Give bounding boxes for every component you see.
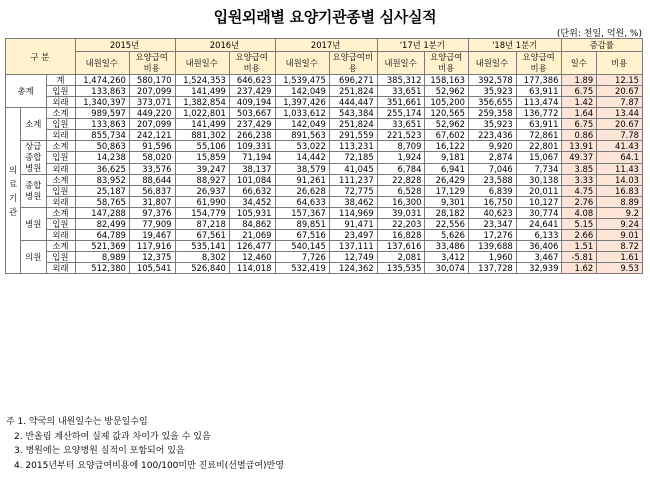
- value-cell: 16,122: [425, 141, 468, 152]
- period-header: 2017년: [275, 39, 377, 52]
- value-cell: 1,033,612: [275, 108, 329, 119]
- value-cell: 444,447: [329, 97, 377, 108]
- value-cell: 67,561: [175, 230, 229, 241]
- group-label: 의원: [21, 241, 47, 274]
- value-cell: 33,651: [377, 119, 425, 130]
- value-cell: 113,474: [516, 97, 562, 108]
- value-cell: 31,807: [129, 197, 175, 208]
- value-cell: 111,237: [329, 175, 377, 186]
- value-cell: 30,138: [516, 175, 562, 186]
- table-row: [6, 75, 643, 86]
- value-cell: 696,271: [329, 75, 377, 86]
- table-row: [6, 197, 643, 208]
- value-cell: 147,288: [75, 208, 129, 219]
- value-cell: 141,499: [175, 119, 229, 130]
- value-cell: 113,231: [329, 141, 377, 152]
- rate-cell: -5.81: [562, 252, 597, 263]
- row-type-label: 소계: [47, 141, 75, 152]
- value-cell: 40,623: [468, 208, 516, 219]
- value-cell: 52,962: [425, 119, 468, 130]
- table-row: [6, 175, 643, 186]
- value-cell: 3,412: [425, 252, 468, 263]
- table-row: [6, 241, 643, 252]
- value-cell: 12,375: [129, 252, 175, 263]
- rate-cell: 9.01: [597, 230, 643, 241]
- value-cell: 114,018: [229, 263, 275, 274]
- value-cell: 16,750: [468, 197, 516, 208]
- footnotes: [6, 415, 284, 473]
- rate-cell: 4.08: [562, 208, 597, 219]
- value-cell: 512,380: [75, 263, 129, 274]
- value-cell: 14,442: [275, 152, 329, 163]
- period-header: 2015년: [75, 39, 175, 52]
- rate-cell: 2.76: [562, 197, 597, 208]
- value-cell: 91,471: [329, 219, 377, 230]
- period-header: 2016년: [175, 39, 275, 52]
- value-cell: 154,779: [175, 208, 229, 219]
- value-cell: 9,181: [425, 152, 468, 163]
- value-cell: 136,772: [516, 108, 562, 119]
- row-type-label: 입원: [47, 219, 75, 230]
- rate-cell: 49.37: [562, 152, 597, 163]
- value-cell: 89,851: [275, 219, 329, 230]
- row-type-label: 외래: [47, 163, 75, 174]
- value-cell: 38,579: [275, 163, 329, 174]
- value-cell: 26,628: [275, 186, 329, 197]
- visit-days-header: 내원일수: [377, 52, 425, 75]
- rate-cell: 1.64: [562, 108, 597, 119]
- header-row-periods: [6, 39, 643, 52]
- value-cell: 33,486: [425, 241, 468, 252]
- value-cell: 20,011: [516, 186, 562, 197]
- value-cell: 855,734: [75, 130, 129, 141]
- footnote: 4. 2015년부터 요양급여비용에 100/100미만 진료비(선별급여)반영: [14, 460, 284, 471]
- value-cell: 373,071: [129, 97, 175, 108]
- rate-cell: 11.43: [597, 163, 643, 174]
- value-cell: 135,535: [377, 263, 425, 274]
- value-cell: 55,106: [175, 141, 229, 152]
- value-cell: 7,726: [275, 252, 329, 263]
- value-cell: 91,261: [275, 175, 329, 186]
- rate-header: 증감률: [562, 39, 643, 52]
- value-cell: 543,384: [329, 108, 377, 119]
- row-type-label: 외래: [47, 197, 75, 208]
- value-cell: 22,556: [425, 219, 468, 230]
- value-cell: 35,923: [468, 119, 516, 130]
- value-cell: 97,376: [129, 208, 175, 219]
- rate-days-header: 일수: [562, 52, 597, 75]
- value-cell: 8,989: [75, 252, 129, 263]
- value-cell: 77,909: [129, 219, 175, 230]
- value-cell: 9,301: [425, 197, 468, 208]
- value-cell: 133,863: [75, 86, 129, 97]
- value-cell: 50,863: [75, 141, 129, 152]
- rate-cell: 0.86: [562, 130, 597, 141]
- row-type-label: 외래: [47, 230, 75, 241]
- value-cell: 52,962: [425, 86, 468, 97]
- value-cell: 126,477: [229, 241, 275, 252]
- value-cell: 38,137: [229, 163, 275, 174]
- rate-cell: 41.43: [597, 141, 643, 152]
- value-cell: 72,861: [516, 130, 562, 141]
- value-cell: 2,874: [468, 152, 516, 163]
- value-cell: 33,576: [129, 163, 175, 174]
- value-cell: 255,174: [377, 108, 425, 119]
- value-cell: 26,429: [425, 175, 468, 186]
- value-cell: 141,499: [175, 86, 229, 97]
- rate-cell: 13.91: [562, 141, 597, 152]
- value-cell: 989,597: [75, 108, 129, 119]
- value-cell: 72,185: [329, 152, 377, 163]
- value-cell: 34,452: [229, 197, 275, 208]
- value-cell: 17,276: [468, 230, 516, 241]
- value-cell: 259,358: [468, 108, 516, 119]
- value-cell: 1,924: [377, 152, 425, 163]
- rate-cell: 4.75: [562, 186, 597, 197]
- rate-cell: 2.66: [562, 230, 597, 241]
- table-row: [6, 108, 643, 119]
- value-cell: 1,340,397: [75, 97, 129, 108]
- value-cell: 16,300: [377, 197, 425, 208]
- value-cell: 521,369: [75, 241, 129, 252]
- period-header: '18년 1분기: [468, 39, 561, 52]
- statistics-table: [5, 38, 643, 274]
- table-row: [6, 163, 643, 174]
- row-type-label: 입원: [47, 186, 75, 197]
- row-type-label: 입원: [47, 252, 75, 263]
- value-cell: 207,099: [129, 86, 175, 97]
- value-cell: 133,863: [75, 119, 129, 130]
- value-cell: 24,641: [516, 219, 562, 230]
- rate-cell: 8.89: [597, 197, 643, 208]
- value-cell: 71,194: [229, 152, 275, 163]
- row-type-label: 외래: [47, 263, 75, 274]
- value-cell: 207,099: [129, 119, 175, 130]
- table-row: [6, 252, 643, 263]
- rate-cell: 1.62: [562, 263, 597, 274]
- value-cell: 35,923: [468, 86, 516, 97]
- table-row: [6, 152, 643, 163]
- value-cell: 6,528: [377, 186, 425, 197]
- value-cell: 84,862: [229, 219, 275, 230]
- rate-cell: 20.67: [597, 119, 643, 130]
- value-cell: 63,911: [516, 119, 562, 130]
- value-cell: 109,331: [229, 141, 275, 152]
- group-label: 총계: [6, 75, 47, 108]
- value-cell: 101,084: [229, 175, 275, 186]
- visit-days-header: 내원일수: [175, 52, 229, 75]
- value-cell: 58,765: [75, 197, 129, 208]
- value-cell: 14,238: [75, 152, 129, 163]
- value-cell: 526,840: [175, 263, 229, 274]
- benefit-cost-header: 요양급여비용: [425, 52, 468, 75]
- rate-cell: 6.75: [562, 86, 597, 97]
- table-row: [6, 141, 643, 152]
- value-cell: 1,960: [468, 252, 516, 263]
- value-cell: 142,049: [275, 86, 329, 97]
- rate-cell: 8.72: [597, 241, 643, 252]
- rate-cell: 7.78: [597, 130, 643, 141]
- rate-cell: 13.44: [597, 108, 643, 119]
- value-cell: 30,074: [425, 263, 468, 274]
- value-cell: 237,429: [229, 86, 275, 97]
- institution-label: [6, 108, 21, 274]
- rate-cell: 9.24: [597, 219, 643, 230]
- period-header: '17년 1분기: [377, 39, 468, 52]
- value-cell: 881,302: [175, 130, 229, 141]
- value-cell: 221,523: [377, 130, 425, 141]
- value-cell: 33,651: [377, 86, 425, 97]
- value-cell: 6,784: [377, 163, 425, 174]
- value-cell: 17,129: [425, 186, 468, 197]
- value-cell: 9,920: [468, 141, 516, 152]
- value-cell: 2,081: [377, 252, 425, 263]
- value-cell: 67,516: [275, 230, 329, 241]
- value-cell: 158,163: [425, 75, 468, 86]
- value-cell: 114,969: [329, 208, 377, 219]
- value-cell: 63,911: [516, 86, 562, 97]
- rate-cell: 16.83: [597, 186, 643, 197]
- value-cell: 124,362: [329, 263, 377, 274]
- group-label: 소계: [21, 108, 47, 141]
- value-cell: 39,031: [377, 208, 425, 219]
- value-cell: 223,436: [468, 130, 516, 141]
- rate-cell: 9.2: [597, 208, 643, 219]
- table-row: [6, 97, 643, 108]
- value-cell: 105,931: [229, 208, 275, 219]
- value-cell: 580,170: [129, 75, 175, 86]
- row-type-label: 계: [47, 75, 75, 86]
- value-cell: 82,499: [75, 219, 129, 230]
- rate-cell: 14.03: [597, 175, 643, 186]
- value-cell: 36,406: [516, 241, 562, 252]
- row-type-label: 소계: [47, 108, 75, 119]
- value-cell: 6,133: [516, 230, 562, 241]
- row-type-label: 소계: [47, 175, 75, 186]
- benefit-cost-header: 요양급여비용: [516, 52, 562, 75]
- value-cell: 38,462: [329, 197, 377, 208]
- value-cell: 385,312: [377, 75, 425, 86]
- value-cell: 1,022,801: [175, 108, 229, 119]
- row-type-label: 입원: [47, 152, 75, 163]
- value-cell: 12,749: [329, 252, 377, 263]
- value-cell: 356,655: [468, 97, 516, 108]
- table-body: [6, 39, 643, 274]
- report-title: 입원외래별 요양기관종별 심사실적: [213, 8, 437, 26]
- value-cell: 6,839: [468, 186, 516, 197]
- table-row: [6, 86, 643, 97]
- value-cell: 88,644: [129, 175, 175, 186]
- footnote: 2. 반올림 계산하여 실제 값과 차이가 있을 수 있음: [14, 431, 211, 442]
- rate-cell: 1.42: [562, 97, 597, 108]
- value-cell: 15,859: [175, 152, 229, 163]
- table-row: [6, 119, 643, 130]
- value-cell: 64,633: [275, 197, 329, 208]
- rate-cell: 3.33: [562, 175, 597, 186]
- value-cell: 7,046: [468, 163, 516, 174]
- table-row: [6, 186, 643, 197]
- value-cell: 646,623: [229, 75, 275, 86]
- value-cell: 532,419: [275, 263, 329, 274]
- value-cell: 535,141: [175, 241, 229, 252]
- value-cell: 36,625: [75, 163, 129, 174]
- institution-label-text: 의료기관: [9, 164, 18, 217]
- value-cell: 41,045: [329, 163, 377, 174]
- value-cell: 3,467: [516, 252, 562, 263]
- rate-cell: 3.85: [562, 163, 597, 174]
- unit-note: (단위: 천일, 억원, %): [556, 29, 642, 39]
- footnote: 주 1. 약국의 내원일수는 방문일수임: [6, 417, 148, 427]
- value-cell: 10,127: [516, 197, 562, 208]
- value-cell: 1,397,426: [275, 97, 329, 108]
- visit-days-header: 내원일수: [468, 52, 516, 75]
- value-cell: 23,497: [329, 230, 377, 241]
- value-cell: 142,049: [275, 119, 329, 130]
- value-cell: 87,218: [175, 219, 229, 230]
- rate-cell: 6.75: [562, 119, 597, 130]
- value-cell: 32,939: [516, 263, 562, 274]
- rate-cell: 9.53: [597, 263, 643, 274]
- value-cell: 891,563: [275, 130, 329, 141]
- value-cell: 266,238: [229, 130, 275, 141]
- value-cell: 1,539,475: [275, 75, 329, 86]
- table-row: [6, 130, 643, 141]
- row-type-label: 입원: [47, 86, 75, 97]
- row-type-label: 외래: [47, 130, 75, 141]
- value-cell: 22,828: [377, 175, 425, 186]
- rate-cell: 1.61: [597, 252, 643, 263]
- value-cell: 1,382,854: [175, 97, 229, 108]
- value-cell: 91,596: [129, 141, 175, 152]
- value-cell: 351,661: [377, 97, 425, 108]
- table-row: [6, 219, 643, 230]
- value-cell: 72,775: [329, 186, 377, 197]
- value-cell: 66,632: [229, 186, 275, 197]
- value-cell: 53,022: [275, 141, 329, 152]
- value-cell: 242,121: [129, 130, 175, 141]
- value-cell: 139,688: [468, 241, 516, 252]
- benefit-cost-header: 요양급여비용: [129, 52, 175, 75]
- visit-days-header: 내원일수: [275, 52, 329, 75]
- value-cell: 56,837: [129, 186, 175, 197]
- value-cell: 291,559: [329, 130, 377, 141]
- row-type-label: 소계: [47, 208, 75, 219]
- value-cell: 67,602: [425, 130, 468, 141]
- value-cell: 19,467: [129, 230, 175, 241]
- value-cell: 1,524,353: [175, 75, 229, 86]
- value-cell: 251,824: [329, 86, 377, 97]
- value-cell: 137,111: [329, 241, 377, 252]
- value-cell: 120,565: [425, 108, 468, 119]
- rate-cell: 1.51: [562, 241, 597, 252]
- value-cell: 251,824: [329, 119, 377, 130]
- visit-days-header: 내원일수: [75, 52, 129, 75]
- value-cell: 449,220: [129, 108, 175, 119]
- value-cell: 26,937: [175, 186, 229, 197]
- value-cell: 21,069: [229, 230, 275, 241]
- group-label: 종합병원: [21, 175, 47, 208]
- value-cell: 25,187: [75, 186, 129, 197]
- value-cell: 409,194: [229, 97, 275, 108]
- value-cell: 16,828: [377, 230, 425, 241]
- rate-cost-header: 비용: [597, 52, 643, 75]
- row-type-label: 외래: [47, 97, 75, 108]
- value-cell: 88,927: [175, 175, 229, 186]
- value-cell: 8,302: [175, 252, 229, 263]
- value-cell: 22,203: [377, 219, 425, 230]
- value-cell: 137,728: [468, 263, 516, 274]
- value-cell: 177,386: [516, 75, 562, 86]
- value-cell: 157,367: [275, 208, 329, 219]
- table-row: [6, 263, 643, 274]
- benefit-cost-header: 요양급여비용: [329, 52, 377, 75]
- value-cell: 83,952: [75, 175, 129, 186]
- footnote: 3. 병원에는 요양병원 실적이 포함되어 있음: [14, 446, 185, 456]
- value-cell: 237,429: [229, 119, 275, 130]
- rate-cell: 1.89: [562, 75, 597, 86]
- value-cell: 8,709: [377, 141, 425, 152]
- rate-cell: 20.67: [597, 86, 643, 97]
- rate-cell: 12.15: [597, 75, 643, 86]
- value-cell: 39,247: [175, 163, 229, 174]
- rate-cell: 64.1: [597, 152, 643, 163]
- value-cell: 23,347: [468, 219, 516, 230]
- value-cell: 105,541: [129, 263, 175, 274]
- value-cell: 540,145: [275, 241, 329, 252]
- value-cell: 15,067: [516, 152, 562, 163]
- value-cell: 23,588: [468, 175, 516, 186]
- rate-cell: 5.15: [562, 219, 597, 230]
- value-cell: 7,734: [516, 163, 562, 174]
- value-cell: 117,916: [129, 241, 175, 252]
- value-cell: 1,474,260: [75, 75, 129, 86]
- benefit-cost-header: 요양급여비용: [229, 52, 275, 75]
- group-label: 병원: [21, 208, 47, 241]
- value-cell: 392,578: [468, 75, 516, 86]
- value-cell: 61,990: [175, 197, 229, 208]
- value-cell: 12,460: [229, 252, 275, 263]
- row-type-label: 입원: [47, 119, 75, 130]
- value-cell: 6,941: [425, 163, 468, 174]
- value-cell: 28,182: [425, 208, 468, 219]
- rate-cell: 7.87: [597, 97, 643, 108]
- value-cell: 105,200: [425, 97, 468, 108]
- value-cell: 58,020: [129, 152, 175, 163]
- value-cell: 137,616: [377, 241, 425, 252]
- value-cell: 22,801: [516, 141, 562, 152]
- row-type-label: 소계: [47, 241, 75, 252]
- value-cell: 30,774: [516, 208, 562, 219]
- table-row: [6, 208, 643, 219]
- value-cell: 5,626: [425, 230, 468, 241]
- value-cell: 503,667: [229, 108, 275, 119]
- table-row: [6, 230, 643, 241]
- category-header: 구 분: [6, 39, 76, 75]
- group-label: 상급종합병원: [21, 141, 47, 175]
- value-cell: 64,789: [75, 230, 129, 241]
